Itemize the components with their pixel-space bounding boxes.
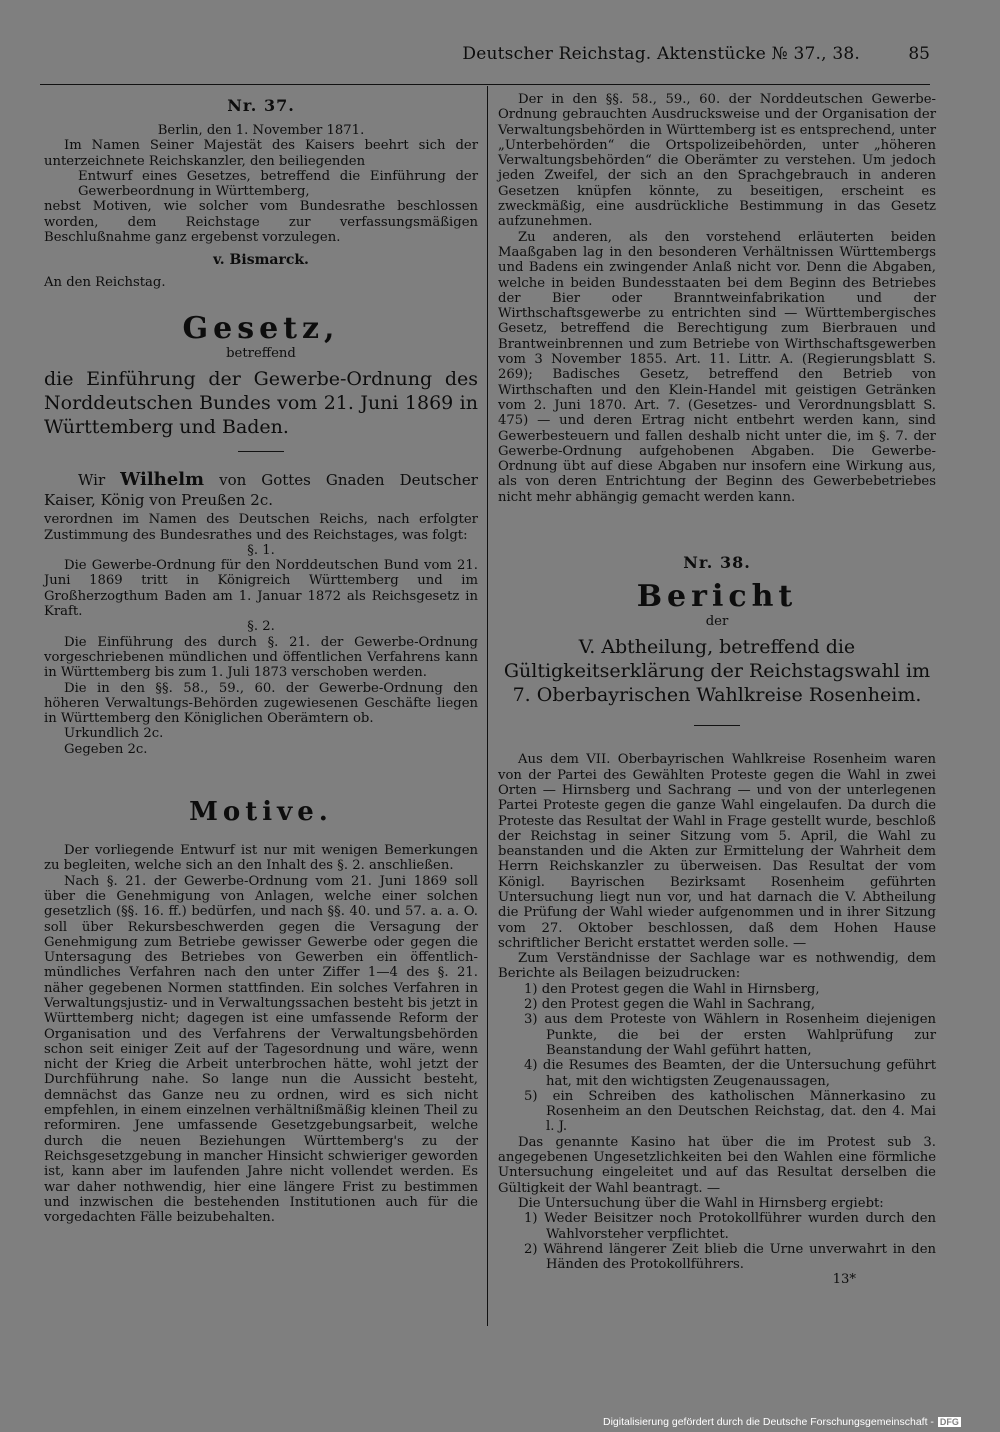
section-1-heading: §. 1. <box>247 542 275 558</box>
signature: v. Bismarck. <box>213 252 309 269</box>
enactment-formula: Wir Wilhelm von Gottes Gnaden Deutscher Kaiser, König von Preußen 2c. <box>44 469 478 510</box>
betreffend-label: betreffend <box>226 345 296 361</box>
cover-letter-closing: nebst Motiven, wie solcher vom Bundesrathe beschlossen worden, dem Reichstage zur verfassungsmäßigen Beschlußnahme ganz ergebenst vorzulegen. <box>44 199 478 246</box>
enactment-clause: verordnen im Namen des Deutschen Reichs, nach erfolgter Zustimmung des Bundesrathes und des Reichstages, was folgt: <box>44 512 478 543</box>
footer-text: Digitalisierung gefördert durch die Deutsche Forschungsgemeinschaft - <box>603 1416 934 1428</box>
sheet-signature-mark: 13* <box>832 1272 856 1288</box>
page-number: 85 <box>908 44 930 64</box>
cover-letter-intro: Im Namen Seiner Majestät des Kaisers beehrt sich der unterzeichnete Reichskanzler, den beiliegenden <box>44 138 478 169</box>
motive-paragraph-2: Nach §. 21. der Gewerbe-Ordnung vom 21. Juni 1869 soll über die Genehmigung von Anlagen, welche einer solchen gesetzlich (§§. 16. ff.) bedürfen, und nach §§. 40. und 57. a. a. O. soll über Rekursbeschwerden gegen die Versagung der Genehmigung zum Betriebe gewisser Gewerbe oder gegen die Untersagung des Betriebes von Gewerben ein öffentlich-mündliches Verfahren nach den unter Ziffer 1—4 des §. 21. näher gegebenen Normen stattfinden. Ein solches Verfahren in Verwaltungsjustiz- und in Verwaltungssachen besteht bis jetzt in Württemberg nicht; dagegen ist eine umfassende Reform der Organisation und des Verfahrens der Verwaltungsbehörden schon seit einiger Zeit auf der Tagesordnung und wäre, wenn nicht der Krieg die Arbeit unterbrochen hätte, wohl jetzt der Durchführung nahe. So lange nun die Aussicht besteht, demnächst das Ganze neu zu ordnen, wird es sich nicht empfehlen, in einem einzelnen verhältnißmäßig kleinen Theil zu reformiren. Jene umfassende Gesetzgebungsarbeit, welche durch die neuen Beziehungen Württemberg's zu der Reichsgesetzgebung in mancher Hinsicht schwieriger geworden ist, kann aber im laufenden Jahre nicht vollendet werden. Es war daher nothwendig, hier eine längere Frist zu bestimmen und inzwischen die bestehenden Institutionen auch für die vorgedachten Fälle beizubehalten. <box>44 873 478 1226</box>
list-item: 2) den Protest gegen die Wahl in Sachrang, <box>524 997 816 1013</box>
dfg-logo: DFG <box>939 1417 959 1427</box>
motive-title: Motive. <box>189 797 333 828</box>
section-2-text-2: Die in den §§. 58., 59., 60. der Gewerbe-Ordnung den höheren Verwaltungs-Behörden zugewiesenen Geschäfte liegen in Württemberg den Königlichen Oberämtern ob. <box>44 680 478 727</box>
list-item: 2) Während längerer Zeit blieb die Urne unverwahrt in den Händen des Protokollführers. <box>524 1241 936 1273</box>
report-paragraph-4: Die Untersuchung über die Wahl in Hirnsberg ergiebt: <box>518 1195 884 1211</box>
document-number: Nr. 37. <box>227 96 295 115</box>
der-label: der <box>705 614 729 630</box>
section-1-text: Die Gewerbe-Ordnung für den Norddeutschen Bund vom 21. Juni 1869 tritt in Königreich Württemberg und im Großherzogthum Baden am 1. Januar 1872 als Reichsgesetz in Kraft. <box>44 558 478 620</box>
law-subtitle: die Einführung der Gewerbe-Ordnung des Norddeutschen Bundes vom 21. Juni 1869 in Württemberg und Baden. <box>44 368 478 439</box>
monarch-name: Wilhelm <box>120 469 205 491</box>
short-rule <box>238 451 284 452</box>
addressee: An den Reichstag. <box>44 274 166 290</box>
list-item: 5) ein Schreiben des katholischen Männerkasino zu Rosenheim an den Deutschen Reichstag, dat. den 4. Mai l. J. <box>524 1088 936 1135</box>
document-number-38: Nr. 38. <box>683 553 751 573</box>
left-column <box>44 92 478 1225</box>
list-item: 4) die Resumes des Beamten, der die Untersuchung geführt hat, mit den wichtigsten Zeugenaussagen, <box>524 1058 936 1089</box>
urkundlich: Urkundlich 2c. <box>64 726 164 742</box>
appendix-list <box>498 982 936 1135</box>
page-header <box>40 40 930 85</box>
column-divider <box>487 86 488 1326</box>
list-item: 3) aus dem Proteste von Wählern in Rosenheim diejenigen Punkte, die bei der ersten Wahlprüfung zur Beanstandung der Wahl geführt hatten, <box>524 1012 936 1058</box>
report-paragraph-2: Zum Verständnisse der Sachlage war es nothwendig, dem Berichte als Beilagen beizudrucken: <box>498 951 936 982</box>
motive-paragraph-4: Zu anderen, als den vorstehend erläuterten beiden Maaßgaben lag in den besonderen Verhältnissen Württembergs und Badens ein zwingender Anlaß nicht vor. Denn die Abgaben, welche in beiden Bundesstaaten bei dem Beginn des Betriebes der Bier oder Branntweinfabrikation und der Wirthschaftsgewerbe zu entrichten sind — Württembergisches Gesetz, betreffend die Berechtigung zum Bierbrauen und Brantweinbrennen und zum Betriebe von Wirthschaftsgewerben vom 3 November 1855. Art. 11. Littr. A. (Regierungsblatt S. 269); Badisches Gesetz, betreffend den Betrieb von Wirthschaften und den Klein-Handel mit geistigen Getränken vom 2. Juni 1870. Art. 7. (Gesetzes- und Verordnungsblatt S. 475) — und deren Ertrag nicht entbehrt werden kann, sind Gewerbesteuern und fallen deshalb nicht unter die, im §. 7. der Gewerbe-Ordnung aufgehobenen Abgaben. Die Gewerbe-Ordnung übt auf diese Abgaben nur insofern eine Wirkung aus, als von deren Entrichtung der Beginn des Gewerbebetriebes nicht mehr abhängig gemacht werden kann. <box>498 229 936 505</box>
law-title: Gesetz, <box>182 310 340 346</box>
motive-paragraph-1: Der vorliegende Entwurf ist nur mit wenigen Bemerkungen zu begleiten, welche sich an den Inhalt des §. 2. anschließen. <box>44 843 478 874</box>
gegeben: Gegeben 2c. <box>64 741 148 757</box>
section-2-heading: §. 2. <box>247 619 275 635</box>
motive-paragraph-3: Der in den §§. 58., 59., 60. der Norddeutschen Gewerbe-Ordnung gebrauchten Ausdrucksweise und der Organisation der Verwaltungsbehörden in Württemberg ist es entsprechend, unter „Unterbehörden“ die Ortspolizeibehörden, unter „höheren Verwaltungsbehörden“ die Oberämter zu verstehen. Um jedoch jeden Zweifel, der sich an den Sprachgebrauch in anderen Gesetzen knüpfen könnte, zu beseitigen, erscheint es zweckmäßig, eine ausdrückliche Bestimmung in das Gesetz aufzunehmen. <box>498 92 936 230</box>
dateline: Berlin, den 1. November 1871. <box>157 123 365 138</box>
report-subtitle: V. Abtheilung, betreffend die Gültigkeitserklärung der Reichstagswahl im 7. Oberbayrischen Wahlkreise Rosenheim. <box>503 636 931 707</box>
short-rule-2 <box>694 725 740 726</box>
report-paragraph-3: Das genannte Kasino hat über die im Protest sub 3. angegebenen Ungesetzlichkeiten bei den Wahlen eine förmliche Untersuchung eingeleitet und auf das Resultat derselben die Gültigkeit der Wahl beantragt. — <box>498 1134 936 1196</box>
right-column <box>498 92 936 1288</box>
list-item: 1) den Protest gegen die Wahl in Hirnsberg, <box>524 981 820 997</box>
list-item: 1) Weder Beisitzer noch Protokollführer wurden durch den Wahlvorsteher verpflichtet. <box>524 1211 936 1242</box>
digitization-footer <box>603 1416 961 1428</box>
findings-list <box>498 1211 936 1272</box>
running-title: Deutscher Reichstag. Aktenstücke № 37., 38. <box>462 44 860 64</box>
cover-letter-subject: Entwurf eines Gesetzes, betreffend die Einführung der Gewerbeordnung in Württemberg, <box>78 168 478 200</box>
section-2-text: Die Einführung des durch §. 21. der Gewerbe-Ordnung vorgeschriebenen mündlichen und öffentlichen Verfahrens kann in Württemberg bis zum 1. Juli 1873 verschoben werden. <box>44 634 478 681</box>
report-paragraph-1: Aus dem VII. Oberbayrischen Wahlkreise Rosenheim waren von der Partei des Gewählten Proteste gegen die Wahl in zwei Orten — Hirnsberg und Sachrang — und von der unterlegenen Partei Proteste gegen die ganze Wahl eingelaufen. Da durch die Proteste das Resultat der Wahl in Frage gestellt wurde, beschloß der Reichstag in seiner Sitzung vom 5. April, die Wahl zu beanstanden und die Akten zur Ermittelung der Wahrheit dem Herrn Reichskanzler zu überweisen. Das Resultat der vom Königl. Bayrischen Bezirksamt Rosenheim geführten Untersuchung liegt nun vor, und hat darnach die V. Abtheilung die Prüfung der Wahl wieder aufgenommen und in ihrer Sitzung vom 27. Oktober beschlossen, daß dem Hohen Hause schriftlicher Bericht erstattet werden solle. — <box>498 752 936 951</box>
report-title: Bericht <box>636 579 798 615</box>
